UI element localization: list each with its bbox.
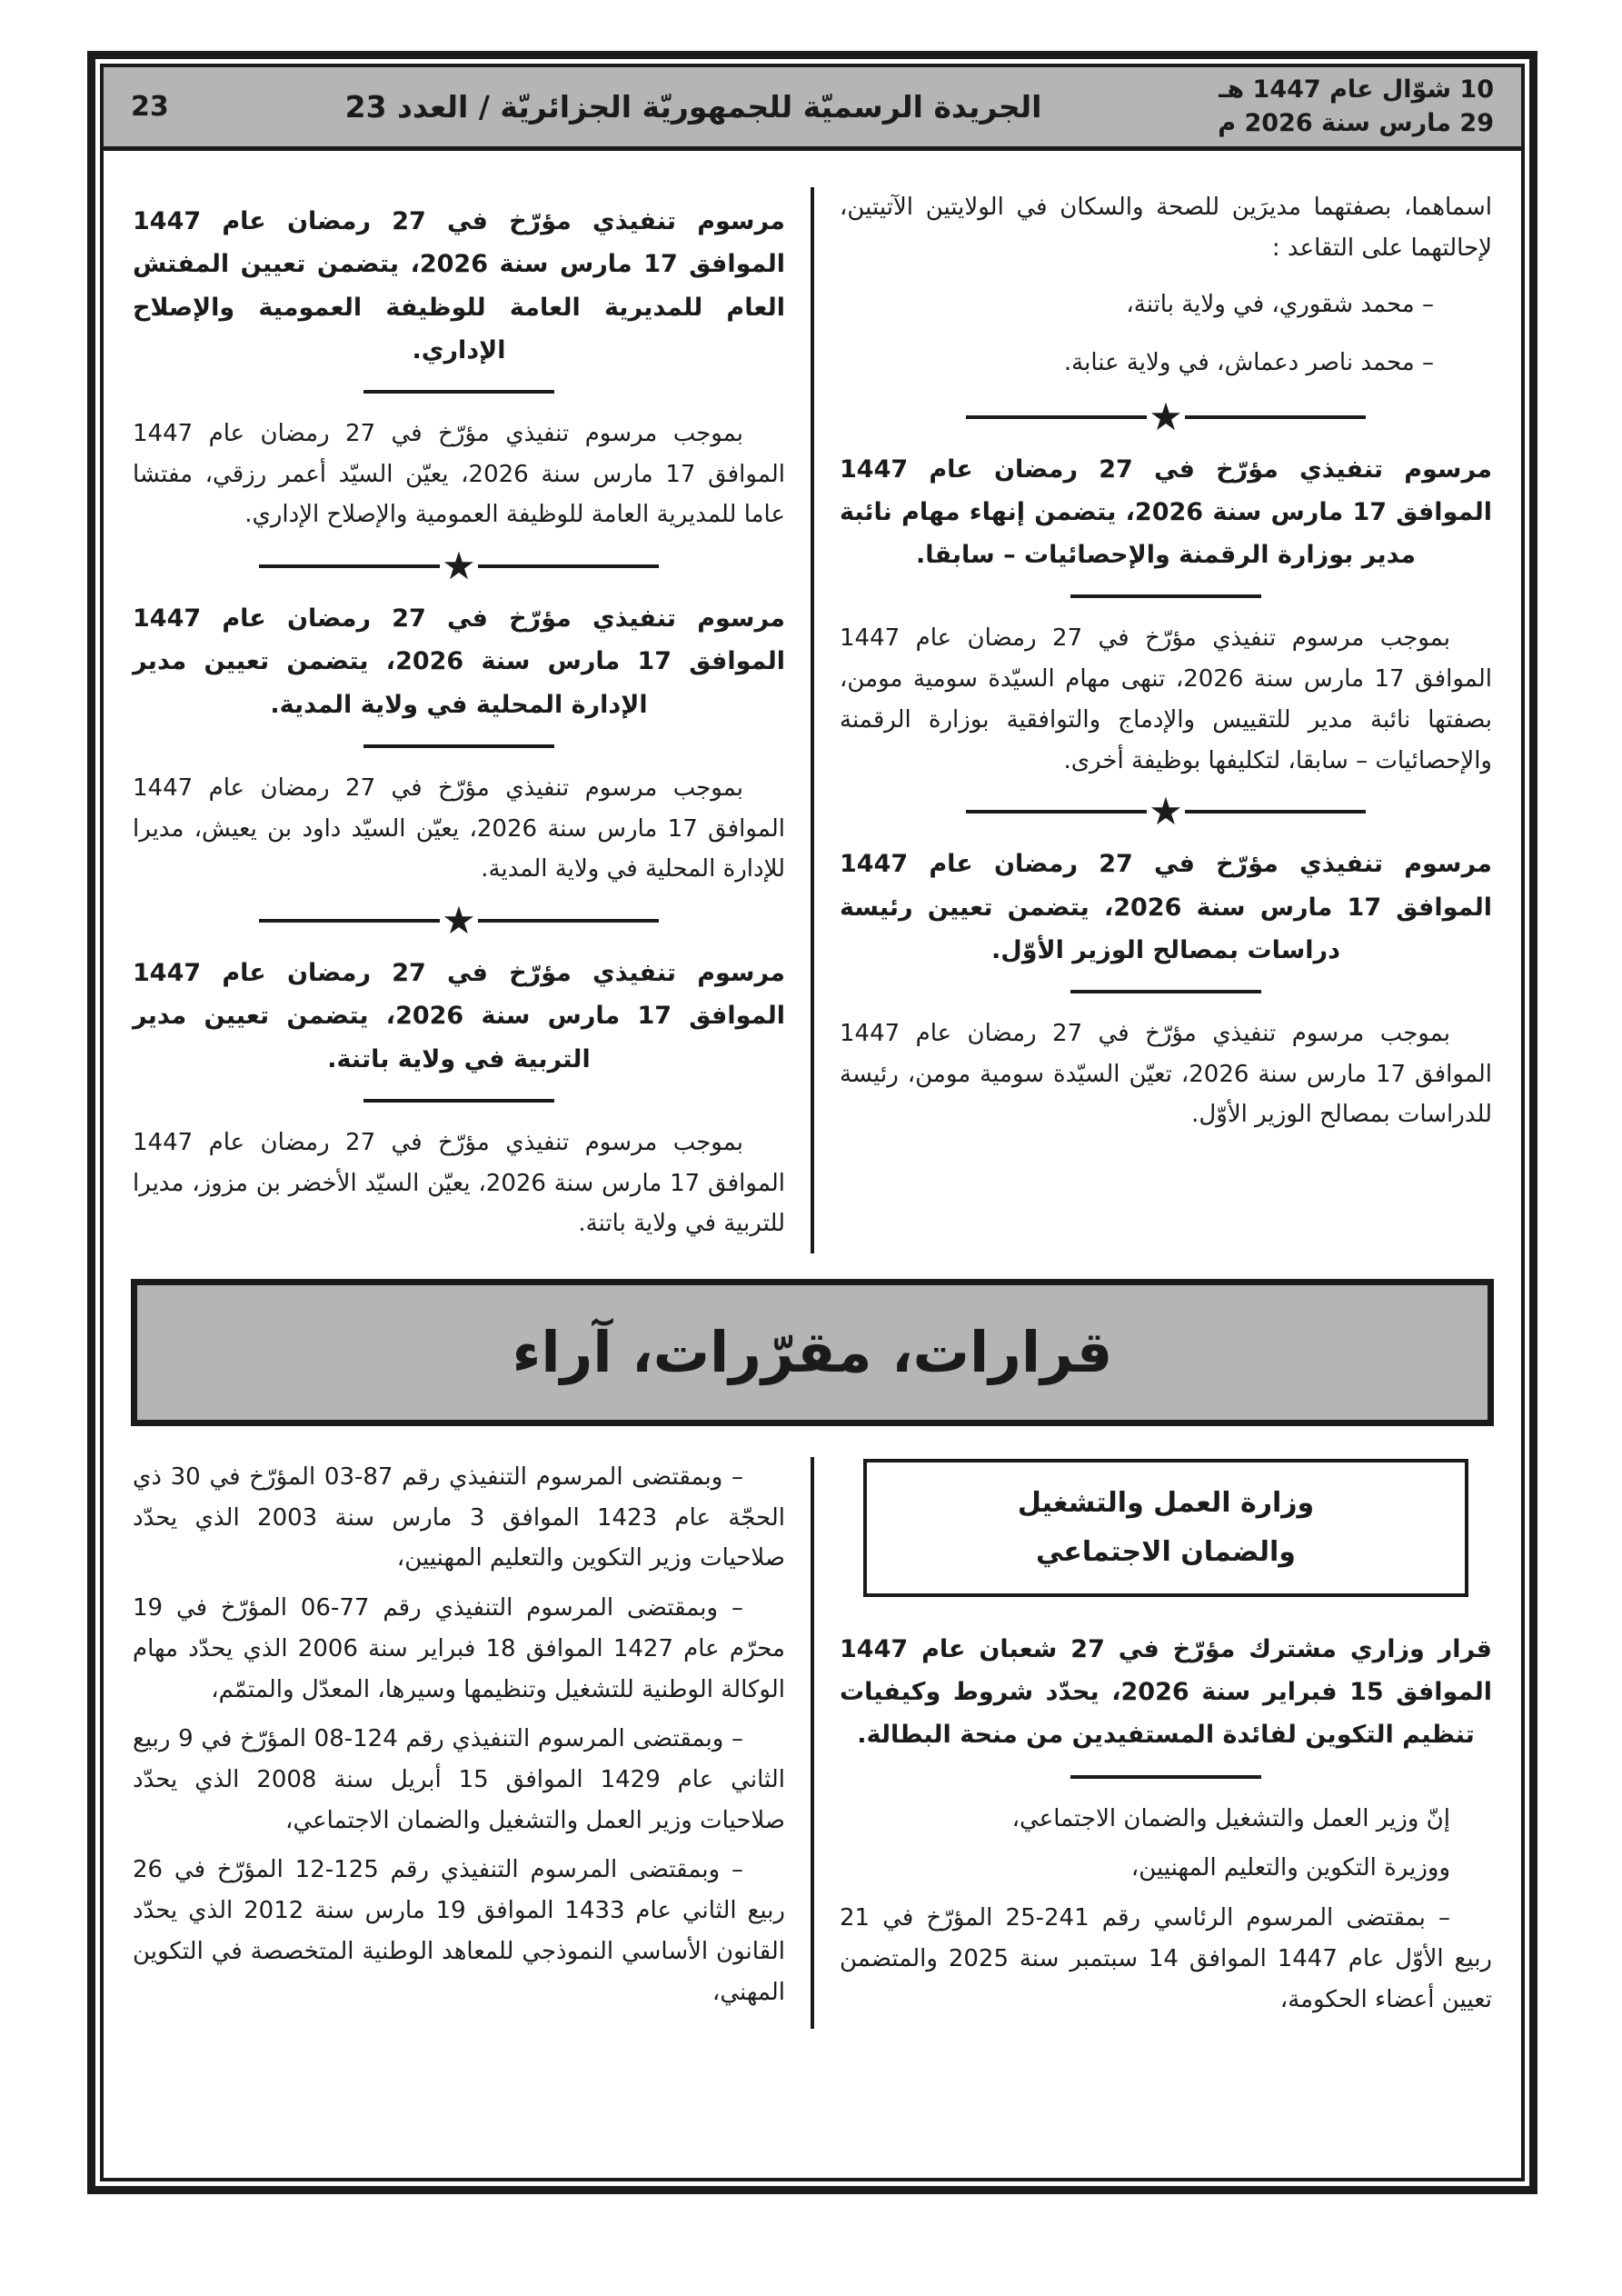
star-icon: ★: [1149, 789, 1183, 834]
star-divider: [259, 544, 659, 589]
column-divider: [811, 1457, 814, 2029]
star-icon: ★: [442, 544, 476, 589]
header-date-hijri: 10 شوّال عام 1447 هـ: [1219, 75, 1494, 105]
body-paragraph: بموجب مرسوم تنفيذي مؤرّخ في 27 رمضان عام 1447 الموافق 17 مارس سنة 2026، تنهى مهام السيّدة سومية مومن، بصفتها نائبة مدير للتقييس والإدماج والتوافقية بوزارة الرقمنة والإحصائيات – سابقا، لتكليفها بوظيفة أخرى.: [840, 624, 1492, 774]
divider-rule: [966, 415, 1147, 419]
page-frame: [87, 51, 1537, 2194]
body-paragraph: بموجب مرسوم تنفيذي مؤرّخ في 27 رمضان عام 1447 الموافق 17 مارس سنة 2026، تعيّن السيّدة سومية مومن، رئيسة للدراسات بمصالح الوزير الأوّل.: [840, 1020, 1492, 1129]
body-paragraph: – وبمقتضى المرسوم التنفيذي رقم 125-12 المؤرّخ في 26 ربيع الثاني عام 1433 الموافق 19 مارس سنة 2012 الذي يحدّد القانون الأساسي النموذجي للمعاهد الوطنية المتخصصة في التكوين المهني،: [133, 1856, 785, 2006]
decisions-banner: [131, 1279, 1494, 1426]
ministry-box: [863, 1459, 1468, 1597]
body-paragraph: اسماهما، بصفتهما مديرَين للصحة والسكان في الولايتين الآتيتين، لإحالتهما على التقاعد :: [840, 194, 1492, 262]
star-divider: [259, 898, 659, 943]
header-bar: [104, 67, 1521, 151]
header-date-gregorian: 29 مارس سنة 2026 م: [1218, 108, 1494, 137]
body-paragraph: – وبمقتضى المرسوم التنفيذي رقم 124-08 المؤرّخ في 9 ربيع الثاني عام 1429 الموافق 15 أبريل سنة 2008 الذي يحدّد صلاحيات وزير العمل والتشغيل والضمان الاجتماعي،: [133, 1725, 785, 1834]
divider-line: [363, 744, 554, 748]
body-paragraph: – بمقتضى المرسوم الرئاسي رقم 241-25 المؤرّخ في 21 ربيع الأوّل عام 1447 الموافق 14 سبتمبر سنة 2025 والمتضمن تعيين أعضاء الحكومة،: [840, 1904, 1492, 2013]
divider-rule: [1185, 415, 1366, 419]
divider-rule: [478, 564, 659, 568]
top-right-column: [834, 187, 1498, 1253]
list-item: – محمد شقوري، في ولاية باتنة،: [1126, 291, 1434, 319]
star-divider: [966, 789, 1366, 834]
star-icon: ★: [442, 898, 476, 943]
body-paragraph: بموجب مرسوم تنفيذي مؤرّخ في 27 رمضان عام 1447 الموافق 17 مارس سنة 2026، يعيّن السيّد داود بن يعيش، مديرا للإدارة المحلية في ولاية المدية.: [133, 774, 785, 883]
star-icon: ★: [1149, 394, 1183, 439]
bottom-section: [127, 1457, 1498, 2029]
page-content: [104, 151, 1521, 2178]
divider-line: [363, 1099, 554, 1103]
divider-line: [1070, 1775, 1261, 1779]
decree-heading: قرار وزاري مشترك مؤرّخ في 27 شعبان عام 1447 الموافق 15 فبراير سنة 2026، يحدّد شروط وكيفيات تنظيم التكوين لفائدة المستفيدين من منحة البطالة.: [840, 1634, 1492, 1750]
body-paragraph: ووزيرة التكوين والتعليم المهنيين،: [1130, 1854, 1450, 1882]
decree-heading: مرسوم تنفيذي مؤرّخ في 27 رمضان عام 1447 الموافق 17 مارس سنة 2026، يتضمن تعيين مدير التربية في ولاية باتنة.: [133, 959, 785, 1073]
body-paragraph: إنّ وزير العمل والتشغيل والضمان الاجتماعي،: [1011, 1804, 1450, 1832]
column-divider: [811, 187, 814, 1253]
decree-heading: مرسوم تنفيذي مؤرّخ في 27 رمضان عام 1447 الموافق 17 مارس سنة 2026، يتضمن تعيين رئيسة دراسات بمصالح الوزير الأوّل.: [840, 850, 1492, 964]
body-paragraph: بموجب مرسوم تنفيذي مؤرّخ في 27 رمضان عام 1447 الموافق 17 مارس سنة 2026، يعيّن السيّد الأخضر بن مزوز، مديرا للتربية في ولاية باتنة.: [133, 1128, 785, 1238]
divider-rule: [1185, 810, 1366, 814]
list-item: – محمد ناصر دعماش، في ولاية عنابة.: [1063, 349, 1434, 377]
bottom-right-column: [834, 1457, 1498, 2029]
divider-rule: [478, 919, 659, 923]
divider-line: [363, 390, 554, 394]
decree-heading: مرسوم تنفيذي مؤرّخ في 27 رمضان عام 1447 الموافق 17 مارس سنة 2026، يتضمن تعيين مدير الإدارة المحلية في ولاية المدية.: [133, 604, 785, 719]
divider-rule: [966, 810, 1147, 814]
body-paragraph: – وبمقتضى المرسوم التنفيذي رقم 87-03 المؤرّخ في 30 ذي الحجّة عام 1423 الموافق 3 مارس سنة 2003 الذي يحدّد صلاحيات وزير التكوين والتعليم المهنيين،: [133, 1462, 785, 1572]
gazette-title: الجريدة الرسميّة للجمهوريّة الجزائريّة / العدد 23: [344, 89, 1042, 125]
divider-line: [1070, 594, 1261, 598]
page-frame-inner: [100, 64, 1525, 2181]
top-left-column: [127, 187, 791, 1253]
body-paragraph: بموجب مرسوم تنفيذي مؤرّخ في 27 رمضان عام 1447 الموافق 17 مارس سنة 2026، يعيّن السيّد أعمر رزقي، مفتشا عاما للمديرية العامة للوظيفة العمومية والإصلاح الإداري.: [133, 420, 785, 529]
body-paragraph: – وبمقتضى المرسوم التنفيذي رقم 77-06 المؤرّخ في 19 محرّم عام 1427 الموافق 18 فبراير سنة 2006 الذي يحدّد مهام الوكالة الوطنية للتشغيل وتنظيمها وسيرها، المعدّل والمتمّم،: [133, 1594, 785, 1703]
ministry-title-line2: والضمان الاجتماعي: [1036, 1535, 1296, 1568]
page-number: 23: [131, 91, 169, 123]
divider-rule: [259, 919, 440, 923]
decree-heading: مرسوم تنفيذي مؤرّخ في 27 رمضان عام 1447 الموافق 17 مارس سنة 2026، يتضمن تعيين المفتش العام للمديرية العامة للوظيفة العمومية والإصلاح الإداري.: [133, 207, 786, 364]
divider-line: [1070, 990, 1261, 993]
header-dates: [1218, 74, 1494, 140]
ministry-title-line1: وزارة العمل والتشغيل: [1017, 1486, 1315, 1519]
star-divider: [966, 394, 1366, 439]
decisions-banner-title: قرارات، مقرّرات، آراء: [512, 1319, 1113, 1386]
top-section: [127, 187, 1498, 1253]
decree-heading: مرسوم تنفيذي مؤرّخ في 27 رمضان عام 1447 الموافق 17 مارس سنة 2026، يتضمن إنهاء مهام نائبة مدير بوزارة الرقمنة والإحصائيات – سابقا.: [840, 454, 1492, 570]
bottom-right-blocks: [840, 1628, 1492, 2020]
bottom-left-column: [127, 1457, 791, 2029]
divider-rule: [259, 564, 440, 568]
